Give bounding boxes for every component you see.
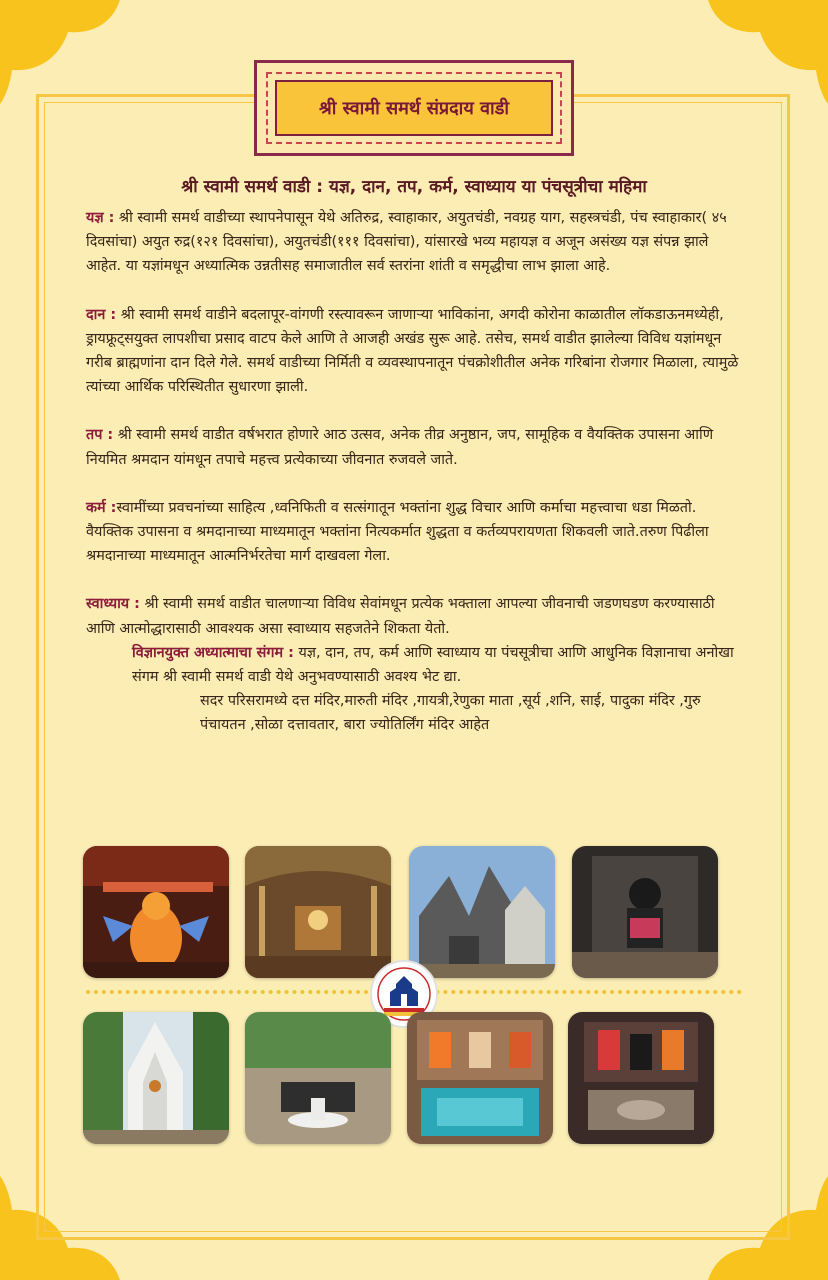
section-label: यज्ञ : bbox=[86, 210, 115, 226]
section-sangam bbox=[86, 641, 746, 689]
hanuman-idol-photo bbox=[83, 846, 229, 978]
page-subtitle: श्री स्वामी समर्थ वाडी : यज्ञ, दान, तप, कर्म, स्वाध्याय या पंचसूत्रीचा महिमा bbox=[181, 177, 647, 197]
title-banner-plate bbox=[275, 80, 553, 136]
section-label: स्वाध्याय : bbox=[86, 596, 140, 613]
section-text: श्री स्वामी समर्थ वाडीच्या स्थापनेपासून येथे अतिरुद्र, स्वाहाकार, अयुतचंडी, नवग्रह याग, सहस्त्रचंडी, पंच स्वाहाकार( ४५ दिवसांचा) अयुत रुद्र(१२१ दिवसांचा), अयुतचंडी(१११ दिवसांचा), यांसारखे भव्य महायज्ञ व अजून असंख्य यज्ञ संपन्न झाले आहेत. या यज्ञांमधून अध्यात्मिक उन्नतीसह समाजातील सर्व स्तरांना शांती व समृद्धीचा लाभ झाला आहे. bbox=[86, 210, 727, 275]
section-text: सदर परिसरामध्ये दत्त मंदिर,मारुती मंदिर ,गायत्री,रेणुका माता ,सूर्य ,शनि, साई, पादुका मंदिर ,गुरु पंचायतन ,सोळा दत्तावतार, बारा ज्योतिर्लिंग मंदिर आहेत bbox=[200, 693, 701, 734]
temple-hall-photo bbox=[245, 846, 391, 978]
title-banner-dashed-border bbox=[266, 72, 562, 144]
section-label: तप : bbox=[86, 427, 114, 444]
padukas-shrine-photo bbox=[568, 1012, 714, 1144]
shivling-courtyard-photo bbox=[245, 1012, 391, 1144]
stone-shikhara-temple-photo bbox=[409, 846, 555, 978]
section-label: दान : bbox=[86, 306, 117, 323]
section-text: श्री स्वामी समर्थ वाडीने बदलापूर-वांगणी रस्त्यावरून जाणाऱ्या भाविकांना, अगदी कोरोना काळातील लॉकडाऊनमध्येही, ड्रायफ्रूट्सयुक्त लापशीचा प्रसाद वाटप केले आणि ते आजही अखंड सुरू आहे. तसेच, समर्थ वाडीत झालेल्या विविध यज्ञांमधून गरीब ब्राह्मणांना दान दिले गेले. समर्थ वाडीच्या निर्मिती व व्यवस्थापनातून पंचक्रोशीतील अनेक गरिबांना रोजगार मिळाला, त्यामुळे त्यांच्या आर्थिक परिस्थितीत सुधारणा झाली. bbox=[86, 306, 739, 396]
section-swadhyay bbox=[86, 592, 746, 640]
title-banner bbox=[254, 60, 574, 156]
white-shikhara-photo bbox=[83, 1012, 229, 1144]
section-daan bbox=[86, 303, 746, 400]
article-body bbox=[86, 206, 746, 738]
section-label: विज्ञानयुक्त अध्यात्माचा संगम : bbox=[132, 644, 294, 661]
section-text: स्वामींच्या प्रवचनांच्या साहित्य ,ध्वनिफिती व सत्संगातून भक्तांना शुद्ध विचार आणि कर्माचा महत्त्वाचा धडा मिळतो. वैयक्तिक उपासना व श्रमदानाच्या माध्यमातून भक्तांना नित्यकर्मात शुद्धता व कर्तव्यपरायणता शिकवली जाते.तरुण पिढीला श्रमदानाच्या माध्यमातून आत्मनिर्भरतेचा मार्ग दाखवला गेला. bbox=[86, 499, 709, 565]
section-temples bbox=[86, 689, 746, 737]
banner-title: श्री स्वामी समर्थ संप्रदाय वाडी bbox=[318, 98, 510, 119]
section-tap bbox=[86, 423, 746, 471]
section-karma bbox=[86, 496, 746, 569]
datta-idol-shrine-photo bbox=[572, 846, 718, 978]
section-text: श्री स्वामी समर्थ वाडीत वर्षभरात होणारे आठ उत्सव, अनेक तीव्र अनुष्ठान, जप, सामूहिक व वैयक्तिक उपासना आणि नियमित श्रमदान यांमधून तपाचे महत्त्व प्रत्येकाच्या जीवनात रुजवले जाते. bbox=[86, 427, 714, 468]
temple-interior-pool-photo bbox=[407, 1012, 553, 1144]
section-text: यज्ञ, दान, तप, कर्म आणि स्वाध्याय या पंचसूत्रीचा आणि आधुनिक विज्ञानाचा अनोखा संगम श्री स्वामी समर्थ वाडी येथे अनुभवण्यासाठी अवश्य भेट द्या. bbox=[132, 644, 734, 686]
section-yadnya bbox=[86, 206, 746, 279]
section-label: कर्म : bbox=[86, 499, 117, 516]
section-text: श्री स्वामी समर्थ वाडीत चालणाऱ्या विविध सेवांमधून प्रत्येक भक्ताला आपल्या जीवनाची जडणघडण करण्यासाठी आणि आत्मोद्धारासाठी आवश्यक असा स्वाध्याय सहजतेने शिकता येतो. bbox=[86, 596, 715, 637]
